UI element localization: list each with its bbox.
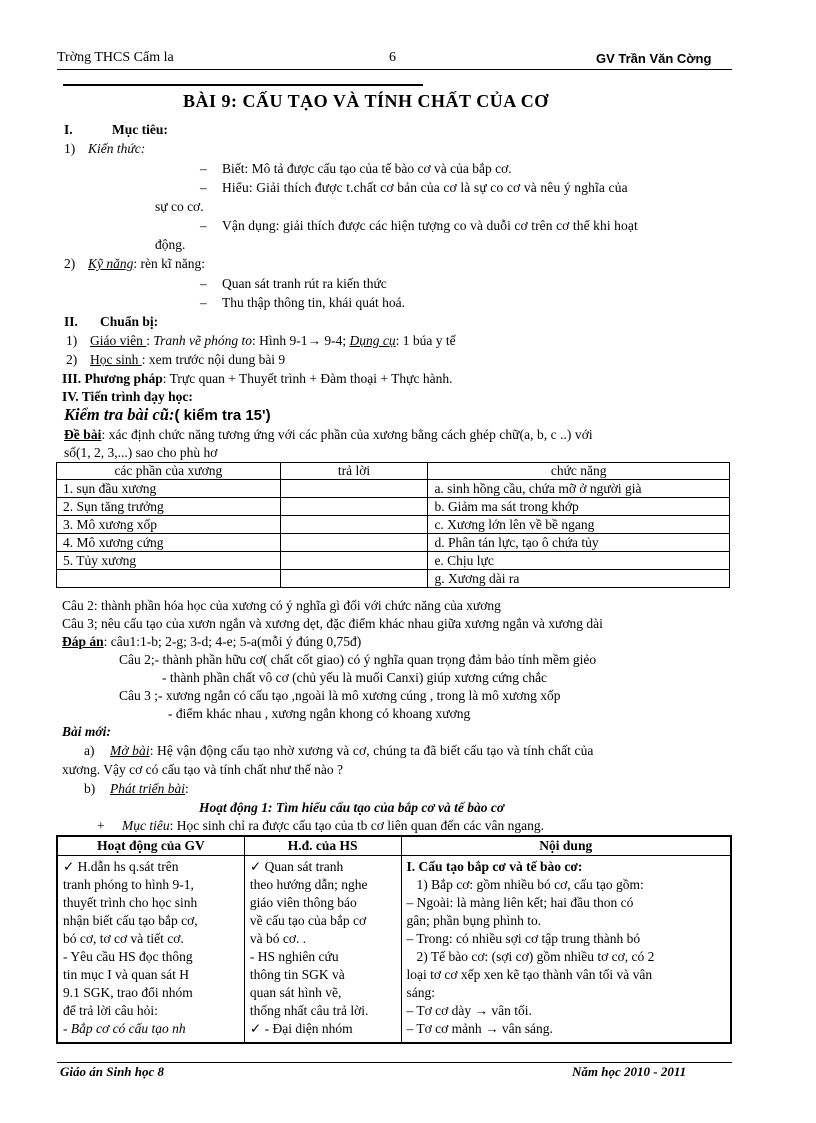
section2-heading: Chuẩn bị: [100, 314, 159, 329]
baimoi-a-text: : Hệ vận động cấu tạo nhờ xương và cơ, chúng ta đã biết cấu tạo và tính chất của [149, 743, 594, 758]
footer-right: Năm học 2010 - 2011 [572, 1064, 687, 1079]
gv-line: tranh phóng to hình 9-1, [63, 877, 194, 892]
quiz-answer [280, 552, 428, 570]
muctieu-label: Mục tiêu [122, 818, 170, 833]
content-line: – Trong: có nhiều sợi cơ tập trung thành bó [406, 931, 641, 946]
hs-activity-cell [244, 856, 401, 1044]
quiz-function: a. sinh hồng cầu, chứa mỡ ở người già [428, 480, 730, 498]
gv-line [90, 333, 456, 349]
table-row [57, 498, 730, 516]
item2-rest: : rèn kĩ năng: [133, 256, 205, 271]
quiz-table [56, 462, 730, 588]
gv-colon: : [146, 333, 154, 348]
dapan-line4: Câu 3 ;- xương ngắn có cấu tạo ,ngoài là mô xương cúng , trong là mô xương xốp [119, 688, 561, 703]
dash: – [200, 180, 207, 195]
skill-1: Quan sát tranh rút ra kiến thức [222, 276, 387, 291]
quiz-answer [280, 516, 428, 534]
question-3: Câu 3; nêu cấu tạo của xươn ngắn và xương dẹt, đặc điểm khác nhau giữa xương ngắn và xương dài [62, 616, 603, 631]
gv-label: Giáo viên [90, 333, 147, 348]
activity-col-header: Hoạt động của GV [57, 836, 244, 856]
objective-vandung-cont: động. [155, 237, 186, 252]
dapan-line5: - điểm khác nhau , xương ngắn khong có khoang xương [168, 706, 471, 721]
baimoi-b-colon: : [185, 781, 189, 796]
quiz-col-header: trả lời [280, 463, 428, 480]
hs-line: thống nhất câu trả lời. [249, 1003, 369, 1018]
content-line: loại tơ cơ xếp xen kẽ tạo thành vân tối và vân [406, 967, 653, 982]
dapan-line1 [62, 634, 361, 650]
header-rule [57, 69, 732, 70]
hs-line: ✓ - Đại diện nhóm [249, 1021, 353, 1036]
quiz-answer [280, 534, 428, 552]
baimoi-b [110, 781, 189, 797]
quiz-function: b. Giảm ma sát trong khớp [428, 498, 730, 516]
table-row [57, 552, 730, 570]
hs-line: - HS nghiên cứu [249, 949, 339, 964]
quiz-col-header: chức năng [428, 463, 730, 480]
baimoi-a [110, 743, 594, 759]
content-line: 2) Tế bào cơ: (sợi cơ) gồm nhiều tơ cơ, có 2 [416, 949, 655, 964]
quiz-col-header: các phần của xương [57, 463, 281, 480]
hs-num: 2) [66, 352, 78, 367]
kiemtra-label: Kiểm tra bài cũ: [64, 405, 175, 424]
title-rule [63, 84, 423, 86]
gv-tranh: Tranh vẽ phóng to [153, 333, 253, 348]
baimoi-b-num: b) [84, 781, 96, 796]
quiz-answer [280, 498, 428, 516]
baimoi-b-label: Phát triển bài [110, 781, 185, 796]
kiemtra [64, 405, 271, 425]
item2-label: Kỹ năng [88, 256, 134, 271]
section3 [62, 371, 452, 387]
hs-line: giáo viên thông báo [249, 895, 357, 910]
quiz-part: 4. Mô xương cứng [57, 534, 281, 552]
page-title: BÀI 9: CẤU TẠO VÀ TÍNH CHẤT CỦA CƠ [183, 91, 549, 111]
quiz-function: g. Xương dài ra [428, 570, 730, 588]
header-teacher: GV Trần Văn Cờng [596, 51, 712, 66]
item1-num: 1) [64, 141, 76, 156]
kiemtra-note: ( kiểm tra 15') [174, 407, 271, 424]
objective-hieu: Hiểu: Giải thích được t.chất cơ bản của cơ là sự co cơ và nêu ý nghĩa của [222, 180, 628, 195]
dapan-line2: Câu 2;- thành phần hữu cơ( chất cốt giao) có ý nghĩa quan trọng đảm bảo tính mềm giẻo [119, 652, 597, 667]
section2-num: II. [64, 314, 78, 329]
dapan-text: : câu1:1-b; 2-g; 3-d; 4-e; 5-a(mỗi ý đúng 0,75đ) [103, 634, 362, 649]
activity-header-row [57, 836, 731, 856]
debai-label: Đề bài [64, 427, 102, 442]
item2 [88, 256, 205, 272]
content-line: 1) Bắp cơ: gồm nhiều bó cơ, cấu tạo gồm: [416, 877, 644, 892]
baimoi-a-label: Mở bài [110, 743, 150, 758]
content-line: gân; phần bụng phình to. [406, 913, 542, 928]
quiz-answer [280, 480, 428, 498]
activity-col-header: H.đ. của HS [244, 836, 401, 856]
footer-rule [57, 1062, 732, 1063]
gv-rest2: : 1 búa y tế [395, 333, 456, 348]
quiz-part: 5. Tủy xương [57, 552, 281, 570]
objective-biet: Biết: Mô tả được cấu tạo của tế bào cơ và của bắp cơ. [222, 161, 512, 176]
gv-num: 1) [66, 333, 78, 348]
content-heading: I. Cấu tạo bắp cơ và tế bào cơ: [406, 859, 583, 874]
activity1-title: Hoạt động 1: Tìm hiểu cấu tạo của bắp cơ và tế bào cơ [199, 800, 505, 815]
debai-text: : xác định chức năng tương ứng với các phần của xương bằng cách ghép chữ(a, b, c ..) với [101, 427, 593, 442]
hs-line: ✓ Quan sát tranh [249, 859, 344, 874]
item1-label: Kiến thức: [88, 141, 146, 156]
hs-label: Học sinh [90, 352, 142, 367]
table-row [57, 516, 730, 534]
gv-line: ✓ H.dẫn hs q.sát trên [63, 859, 179, 874]
gv-line: - Yêu cầu HS đọc thông [63, 949, 193, 964]
hs-rest: : xem trước nội dung bài 9 [141, 352, 286, 367]
baimoi-a-cont: xương. Vậy cơ có cấu tạo và tính chất như thế nào ? [62, 762, 343, 777]
gv-line: tin mục I và quan sát H [63, 967, 189, 982]
section3-heading: III. Phương pháp [62, 371, 163, 386]
table-row [57, 856, 731, 1044]
hs-line: theo hướng dẫn; nghe [249, 877, 368, 892]
skill-2: Thu thập thông tin, khái quát hoá. [222, 295, 405, 310]
hs-line: quan sát hình vẽ, [249, 985, 342, 1000]
quiz-function: d. Phân tán lực, tạo ô chứa tủy [428, 534, 730, 552]
activity-col-header: Nội dung [401, 836, 731, 856]
content-line: sáng: [406, 985, 435, 1000]
baimoi-label: Bài mới: [62, 724, 111, 739]
debai-line1 [64, 427, 593, 443]
table-row [57, 480, 730, 498]
section1-num: I. [64, 122, 73, 137]
gv-line: để trả lời câu hỏi: [63, 1003, 158, 1018]
muctieu-line [122, 818, 544, 834]
dapan-label: Đáp án [62, 634, 104, 649]
footer-left: Giáo án Sinh học 8 [60, 1064, 165, 1079]
item2-num: 2) [64, 256, 76, 271]
table-row [57, 570, 730, 588]
objective-vandung: Vận dụng: giải thích được các hiện tượng co và duỗi cơ trên cơ thể khi hoạt [222, 218, 638, 233]
content-line: – Ngoài: là màng liên kết; hai đầu thon có [406, 895, 634, 910]
section1-heading: Mục tiêu: [112, 122, 168, 137]
table-row [57, 534, 730, 552]
gv-line: - Bắp cơ có cấu tạo nh [63, 1021, 186, 1036]
content-cell [401, 856, 731, 1044]
gv-line: nhận biết cấu tạo bắp cơ, [63, 913, 198, 928]
hs-line: về cấu tạo của bắp cơ [249, 913, 367, 928]
gv-line: 9.1 SGK, trao đổi nhóm [63, 985, 193, 1000]
section3-methods: : Trực quan + Thuyết trình + Đàm thoại + Thực hành. [162, 371, 453, 386]
gv-dungcu: Dụng cụ [349, 333, 396, 348]
content-line: – Tơ cơ mảnh → vân sáng. [406, 1021, 553, 1036]
content-line: – Tơ cơ dày → vân tối. [406, 1003, 532, 1018]
quiz-part: 2. Sụn tăng trưởng [57, 498, 281, 516]
objective-hieu-cont: sự co cơ. [155, 199, 204, 214]
quiz-header-row [57, 463, 730, 480]
gv-line: thuyết trình cho học sinh [63, 895, 198, 910]
baimoi-a-num: a) [84, 743, 95, 758]
header-school: Trờng THCS Cẩm la [57, 50, 174, 65]
dash: – [200, 218, 207, 233]
question-2: Câu 2: thành phần hóa học của xương có ý nghĩa gì đối với chức năng của xương [62, 598, 501, 613]
dash: – [200, 276, 207, 291]
hs-line [90, 352, 285, 368]
debai-line2: số(1, 2, 3,...) sao cho phù hơ [64, 445, 218, 460]
header-page-number: 6 [389, 50, 396, 65]
quiz-part [57, 570, 281, 588]
section4-heading: IV. Tiến trình dạy học: [62, 389, 193, 404]
quiz-function: e. Chịu lực [428, 552, 730, 570]
dapan-line3: - thành phần chất vô cơ (chủ yếu là muối Canxi) giúp xương cứng chắc [162, 670, 548, 685]
dash: – [200, 161, 207, 176]
gv-rest: : Hình 9-1→ 9-4; [252, 333, 350, 348]
quiz-answer [280, 570, 428, 588]
quiz-part: 3. Mô xương xốp [57, 516, 281, 534]
hs-line: và bó cơ. . [249, 931, 307, 946]
hs-line: thông tin SGK và [249, 967, 345, 982]
gv-line: bó cơ, tơ cơ và tiết cơ. [63, 931, 184, 946]
quiz-function: c. Xương lớn lên về bề ngang [428, 516, 730, 534]
dash: – [200, 295, 207, 310]
muctieu-bullet: + [97, 818, 105, 833]
muctieu-text: : Học sinh chỉ ra được cấu tạo của tb cơ liên quan đến các vân ngang. [169, 818, 544, 833]
quiz-part: 1. sụn đầu xương [57, 480, 281, 498]
activity-table [56, 835, 732, 1044]
gv-activity-cell [57, 856, 244, 1044]
